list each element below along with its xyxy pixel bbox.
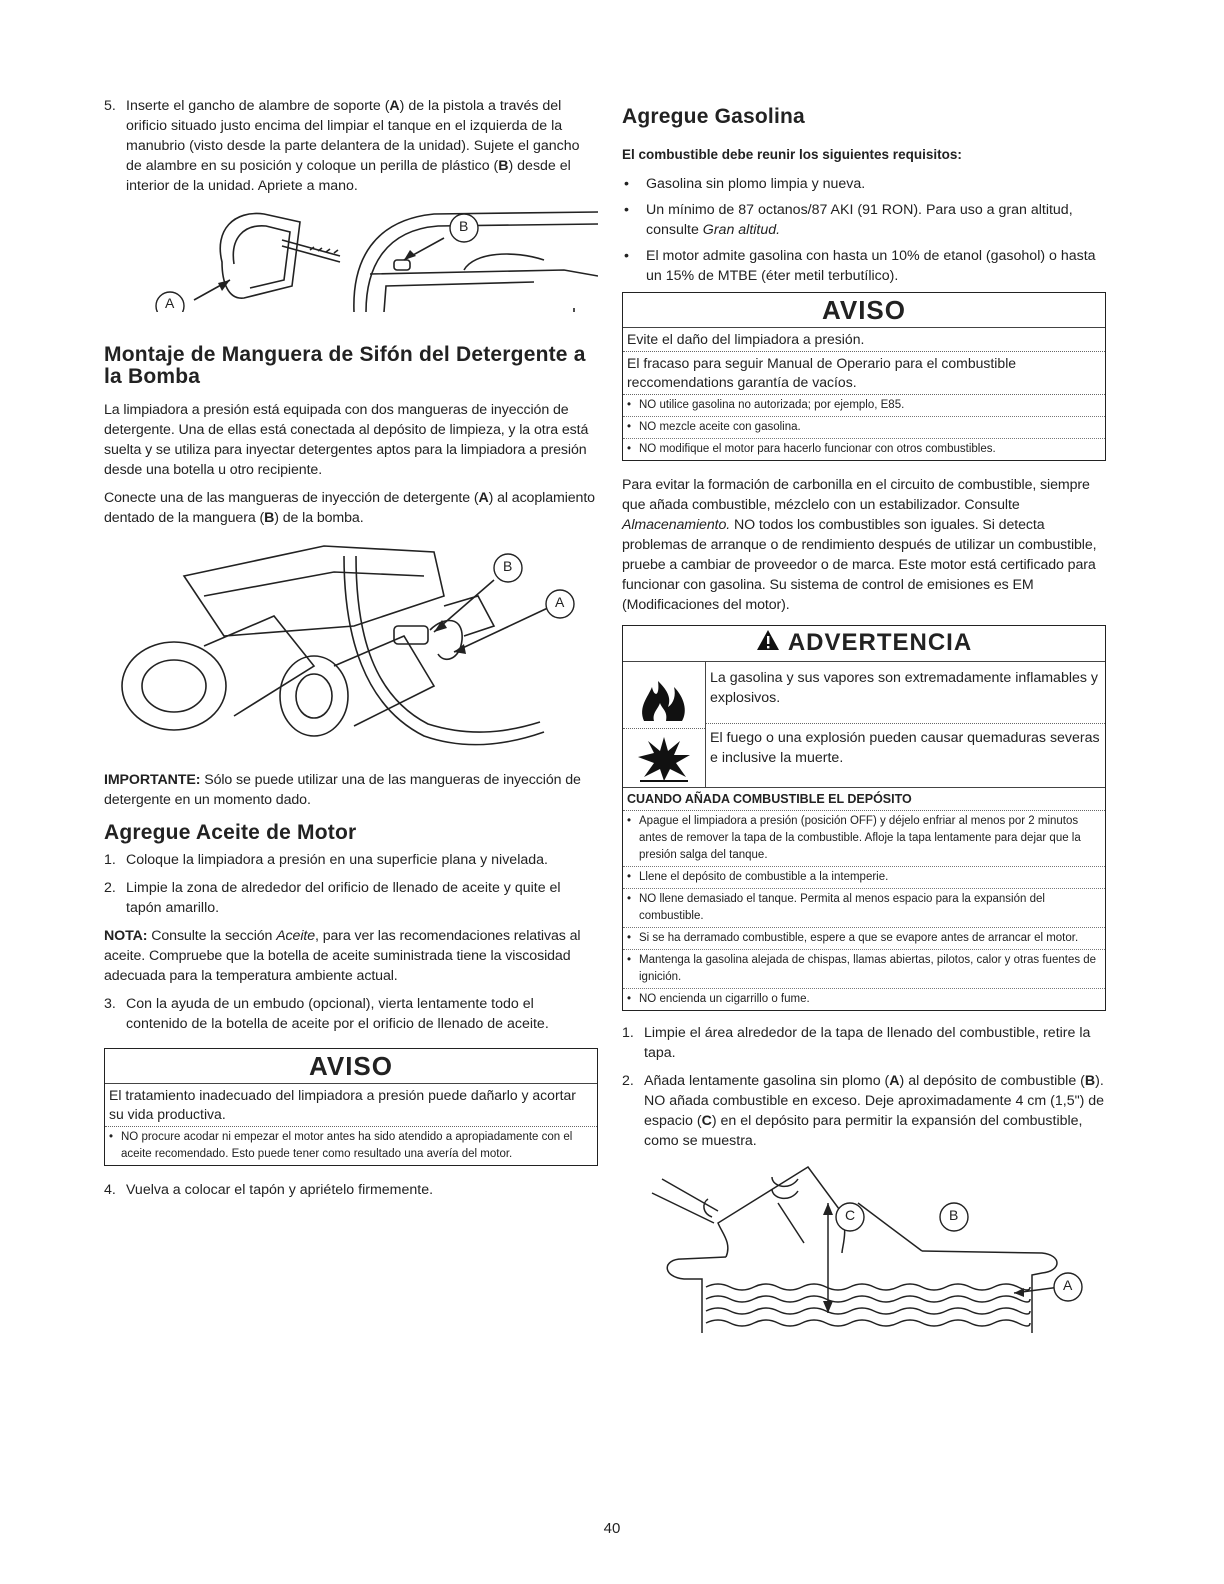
advertencia-hazard-row: [623, 662, 1105, 788]
fuel-step-1: 1. Limpie el área alrededor de la tapa de llenado del combustible, retire la tapa.: [622, 1024, 1091, 1061]
fuel-requirements-heading: El combustible debe reunir los siguientes requisitos:: [622, 147, 962, 162]
figure-fuel-tank: [622, 1163, 1106, 1333]
oil-step-2: 2. Limpie la zona de alrededor del orificio de llenado de aceite y quite el tapón amarillo.: [104, 880, 561, 916]
advertencia-subheading: CUANDO AÑADA COMBUSTIBLE EL DEPÓSITO: [623, 788, 1105, 811]
nota-note: NOTA: Consulte la sección Aceite, para ver las recomendaciones relativas al aceite. Compruebe que la botella de aceite suministrada tiene la viscosidad adecuada para la temperatura ambiente actual.: [104, 928, 581, 984]
fuel-stabilizer-paragraph: Para evitar la formación de carbonilla en el circuito de combustible, siempre que añada combustible, mézclelo con un estabilizador. Consulte Almacenamiento. NO todos los combustibles son iguales. Si detecta problemas de arranque o de rendimiento después de utilizar un combustible, pruebe a cambiar de proveedor o de marca. Este motor está certificado para funcionar con gasolina. Su sistema de control de emisiones es EM (Modificaciones del motor).: [622, 477, 1097, 613]
advertencia-box: [622, 625, 1106, 1011]
section-title-add-oil: Agregue Aceite de Motor: [104, 821, 357, 844]
wire-hook-illustration: [104, 200, 598, 312]
fire-icon: [623, 662, 705, 729]
fig1-label-b: B: [459, 218, 469, 234]
section-title-add-gasoline: Agregue Gasolina: [622, 105, 805, 128]
page-number: 40: [603, 1520, 621, 1537]
advertencia-bullet-5: • Mantenga la gasolina alejada de chispas, llamas abiertas, pilotos, calor y otras fuentes de ignición.: [623, 950, 1105, 989]
aviso-line-1: Evite el daño del limpiadora a presión.: [623, 328, 1105, 352]
advertencia-title: ADVERTENCIA: [623, 626, 1105, 662]
advertencia-bullet-1: • Apague el limpiadora a presión (posición OFF) y déjelo enfriar al menos por 2 minutos antes de remover la tapa de la combustible. Afloje la tapa lentamente para dejar que la presión salga del tanque.: [623, 811, 1105, 867]
advertencia-bullet-4: • Si se ha derramado combustible, espere a que se evapore antes de arrancar el motor.: [623, 928, 1105, 950]
fuel-tank-illustration: [622, 1163, 1106, 1333]
aviso-box-oil: [104, 1048, 598, 1166]
right-column: [622, 96, 1106, 1333]
aviso-bullet-3: • NO modifique el motor para hacerlo funcionar con otros combustibles.: [627, 443, 996, 455]
fuel-req-2: • Un mínimo de 87 octanos/87 AKI (91 RON). Para uso a gran altitud, consulte Gran altitud.: [624, 202, 1073, 238]
aviso-title: AVISO: [105, 1049, 597, 1084]
oil-step-3: 3. Con la ayuda de un embudo (opcional), vierta lentamente todo el contenido de la botella de aceite por el orificio de llenado de aceite.: [104, 996, 549, 1032]
oil-step-1: 1. Coloque la limpiadora a presión en una superficie plana y nivelada.: [104, 852, 548, 868]
warning-triangle-icon: [756, 627, 780, 661]
figure-wire-hook: [104, 200, 598, 312]
pump-illustration: [104, 536, 598, 758]
left-column: [104, 96, 598, 1208]
fig1-label-a: A: [165, 295, 175, 311]
aviso-bullet: • NO procure acodar ni empezar el motor antes ha sido atendido a apropiadamente con el aceite recomendado. Esto puede tener como resultado una avería del motor.: [109, 1131, 573, 1160]
aviso-bullet-1: • NO utilice gasolina no autorizada; por ejemplo, E85.: [623, 395, 1105, 417]
explosion-icon: [623, 729, 705, 787]
fuel-req-3: • El motor admite gasolina con hasta un 10% de etanol (gasohol) o hasta un 15% de MTBE (éter metil terbutílico).: [624, 248, 1096, 284]
aviso-line-2: El fracaso para seguir Manual de Operario para el combustible reccomendations garantía de vacíos.: [623, 352, 1105, 395]
hazard-texts: [706, 662, 1105, 787]
aviso-text: El tratamiento inadecuado del limpiadora a presión puede dañarlo y acortar su vida productiva.: [105, 1084, 597, 1127]
hazard-icons: [623, 662, 706, 787]
detergent-paragraph-1: La limpiadora a presión está equipada con dos mangueras de inyección de detergente. Una de ellas está conectada al depósito de limpieza, y la otra está suelta y se utiliza para inyectar detergentes aptos para la limpiadora a presión desde una botella u otro recipiente.: [104, 402, 589, 478]
aviso-title: AVISO: [623, 293, 1105, 328]
fig3-label-b: B: [949, 1206, 959, 1223]
fig3-label-c: C: [845, 1206, 856, 1223]
detergent-paragraph-2: Conecte una de las mangueras de inyección de detergente (A) al acoplamiento dentado de la manguera (B) de la bomba.: [104, 490, 595, 526]
importante-note: IMPORTANTE: Sólo se puede utilizar una de las mangueras de inyección de detergente en un momento dado.: [104, 772, 581, 808]
fuel-step-2: 2. Añada lentamente gasolina sin plomo (A) al depósito de combustible (B). NO añada combustible en exceso. Deje aproximadamente 4 cm (1,5") de espacio (C) en el depósito para permitir la expansión del combustible, como se muestra.: [622, 1072, 1105, 1149]
fig2-label-b: B: [503, 558, 513, 574]
fuel-req-1: • Gasolina sin plomo limpia y nueva.: [624, 176, 866, 192]
aviso-box-fuel: [622, 292, 1106, 461]
advertencia-bullet-6: • NO encienda un cigarrillo o fume.: [627, 992, 810, 1005]
hazard-text-1: La gasolina y sus vapores son extremadamente inflamables y explosivos.: [706, 662, 1105, 724]
figure-pump-hose: [104, 536, 598, 758]
step-5: 5. Inserte el gancho de alambre de soporte (A) de la pistola a través del orificio situado justo encima del limpiar el tanque en el izquierda de la manubrio (visto desde la parte delantera de la unidad). Sujete el gancho de alambre en su posición y coloque un perilla de plástico (B) desde el interior de la unidad. Apriete a mano.: [104, 98, 580, 194]
advertencia-bullet-2: • Llene el depósito de combustible a la intemperie.: [623, 867, 1105, 889]
aviso-bullet-2: • NO mezcle aceite con gasolina.: [623, 417, 1105, 439]
hazard-text-2: El fuego o una explosión pueden causar quemaduras severas e inclusive la muerte.: [710, 729, 1100, 766]
oil-step-4: 4. Vuelva a colocar el tapón y apriételo firmemente.: [104, 1182, 434, 1198]
section-title-detergent-hose: Montaje de Manguera de Sifón del Detergente a la Bomba: [104, 343, 586, 388]
fig2-label-a: A: [555, 594, 565, 610]
advertencia-bullet-3: • NO llene demasiado el tanque. Permita al menos espacio para la expansión del combustible.: [623, 889, 1105, 928]
fig3-label-a: A: [1063, 1276, 1073, 1293]
